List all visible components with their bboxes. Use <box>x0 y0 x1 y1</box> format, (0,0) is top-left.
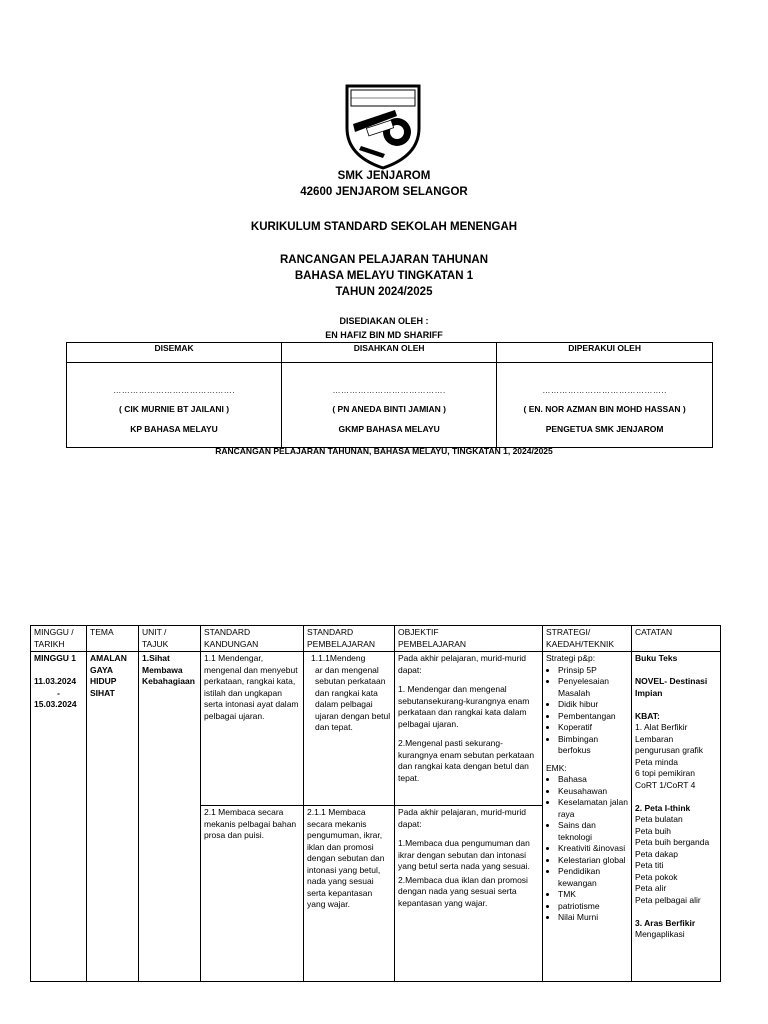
list-item: • patriotisme <box>558 901 628 913</box>
lesson-plan-table <box>30 625 721 982</box>
col-header-sk: STANDARD KANDUNGAN <box>201 626 304 652</box>
signatory-name: ( EN. NOR AZMAN BIN MOHD HASSAN ) <box>523 404 686 414</box>
strategy-cell: Strategi p&p: • Prinsip 5P • Penyelesaian Masalah • Didik hibur • Pembentangan • Koperatif • Bimbingan berfokus EMK: • Bahasa • Keusahawan • Keselamatan jalan raya • Sains dan teknologi • Kreativiti &inovasi • Kelestarian global • Pendidikan kewangan • TMK • patriotisme • Nilai Murni <box>543 652 632 982</box>
unit-cell: 1.Sihat Membawa Kebahagiaan <box>139 652 201 982</box>
list-item: • Penyelesaian Masalah <box>558 676 628 699</box>
plan-title-line3: TAHUN 2024/2025 <box>335 286 433 298</box>
list-item: • TMK <box>558 889 628 901</box>
list-item: • Nilai Murni <box>558 912 628 924</box>
sig-cell-disemak <box>67 363 282 448</box>
list-item: • Didik hibur <box>558 699 628 711</box>
col-header-unit: UNIT / TAJUK <box>139 626 201 652</box>
theme-cell: AMALAN GAYA HIDUP SIHAT <box>87 652 139 982</box>
sk-cell: 1.1 Mendengar, mengenal dan menyebut perkataan, rangkai kata, istilah dan ungkapan serta intonasi ayat dalam pelbagai ujaran. <box>201 652 304 806</box>
emk-list <box>546 774 628 924</box>
signatory-role: GKMP BAHASA MELAYU <box>338 424 440 434</box>
col-header-minggu: MINGGU / TARIKH <box>31 626 87 652</box>
signature-line: …………………………………….. <box>542 386 667 395</box>
col-header-catatan: CATATAN <box>632 626 721 652</box>
prepared-label: DISEDIAKAN OLEH : <box>339 316 429 326</box>
signature-line: ……………………………………. <box>113 386 235 395</box>
signatory-role: KP BAHASA MELAYU <box>130 424 218 434</box>
list-item: • Keusahawan <box>558 786 628 798</box>
plan-title-line1: RANCANGAN PELAJARAN TAHUNAN <box>279 254 489 266</box>
list-item: • Sains dan teknologi <box>558 820 628 843</box>
table-row <box>31 652 721 806</box>
objective-cell: Pada akhir pelajaran, murid-murid dapat: 1. Mendengar dan mengenal sebutansekurang-kurangnya enam perkataan dan rangkai kata dalam pelbagai ujaran. 2.Mengenal pasti sekurang-kurangnya enam sebutan perkataan dan rangkai kata dengan betul dan tepat. <box>395 652 543 806</box>
sp-cell: 1.1.1Mendeng ar dan mengenal sebutan perkataan dan rangkai kata dalam pelbagai ujaran dengan betul dan tepat. <box>304 652 395 806</box>
school-logo <box>345 84 421 170</box>
signatory-role: PENGETUA SMK JENJAROM <box>545 424 664 434</box>
col-header-tema: TEMA <box>87 626 139 652</box>
sk-cell: 2.1 Membaca secara mekanis pelbagai bahan prosa dan puisi. <box>201 806 304 982</box>
list-item: • Bimbingan berfokus <box>558 734 628 757</box>
plan-subtitle: RANCANGAN PELAJARAN TAHUNAN, BAHASA MELAYU, TINGKATAN 1, 2024/2025 <box>215 446 553 456</box>
col-header-strategi: STRATEGI/ KAEDAH/TEKNIK <box>543 626 632 652</box>
school-address: 42600 JENJAROM SELANGOR <box>300 186 468 198</box>
table-header-row <box>31 626 721 652</box>
list-item: • Pembentangan <box>558 711 628 723</box>
sig-cell-diperakui <box>497 363 713 448</box>
col-header-sp: STANDARD PEMBELAJARAN <box>304 626 395 652</box>
curriculum-title: KURIKULUM STANDARD SEKOLAH MENENGAH <box>250 221 518 233</box>
sig-cell-disahkan <box>282 363 497 448</box>
plan-title-line2: BAHASA MELAYU TINGKATAN 1 <box>294 270 474 282</box>
list-item: • Koperatif <box>558 722 628 734</box>
sig-header-diperakui: DIPERAKUI OLEH <box>497 343 713 363</box>
list-item: • Bahasa <box>558 774 628 786</box>
strategy-list <box>546 665 628 757</box>
list-item: • Kreativiti &inovasi <box>558 843 628 855</box>
list-item: • Kelestarian global <box>558 855 628 867</box>
prepared-name: EN HAFIZ BIN MD SHARIFF <box>325 330 443 340</box>
objective-cell: Pada akhir pelajaran, murid-murid dapat: 1.Membaca dua pengumuman dan ikrar dengan sebutan dan intonasi yang betul serta nada yang sesuai. 2.Membaca dua iklan dan promosi dengan nada yang sesuai serta kepantasan yang wajar. <box>395 806 543 982</box>
list-item: • Keselamatan jalan raya <box>558 797 628 820</box>
sig-header-disahkan: DISAHKAN OLEH <box>282 343 497 363</box>
list-item: • Pendidikan kewangan <box>558 866 628 889</box>
notes-cell: Buku Teks NOVEL- Destinasi Impian KBAT: 1. Alat Berfikir Lembaran pengurusan grafik Peta minda 6 topi pemikiran CoRT 1/CoRT 4 2. Peta I-think Peta bulatan Peta buih Peta buih berganda Peta dakap Peta titi Peta pokok Peta alir Peta pelbagai alir 3. Aras Berfikir Mengaplikasi <box>632 652 721 982</box>
col-header-objektif: OBJEKTIF PEMBELAJARAN <box>395 626 543 652</box>
signatory-name: ( PN ANEDA BINTI JAMIAN ) <box>332 404 446 414</box>
school-name: SMK JENJAROM <box>337 170 431 182</box>
signature-table <box>66 342 713 448</box>
week-cell: MINGGU 1 11.03.2024 - 15.03.2024 <box>31 652 87 982</box>
list-item: • Prinsip 5P <box>558 665 628 677</box>
signatory-name: ( CIK MURNIE BT JAILANI ) <box>119 404 230 414</box>
sp-cell: 2.1.1 Membaca secara mekanis pengumuman, ikrar, iklan dan promosi dengan sebutan dan intonasi yang betul, nada yang sesuai serta kepantasan yang wajar. <box>304 806 395 982</box>
signature-line: …………………………………. <box>332 386 446 395</box>
sig-header-disemak: DISEMAK <box>67 343 282 363</box>
